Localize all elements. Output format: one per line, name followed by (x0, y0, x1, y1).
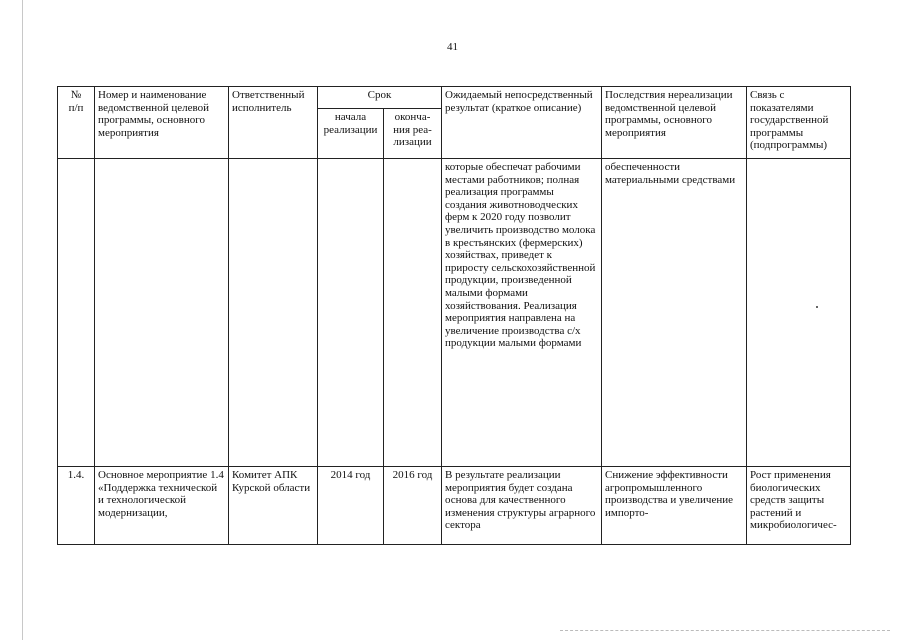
cell-name: Основное мероприятие 1.4 «Поддержка технической и технологической модернизации, (95, 467, 229, 545)
scan-speck (816, 306, 818, 308)
table-row (58, 159, 851, 467)
cell-num (58, 159, 95, 467)
page-number: 41 (447, 41, 458, 53)
cell-executor (229, 159, 318, 467)
program-table (57, 86, 851, 545)
cell-link: Рост применения биологических средств защиты растений и микробиологичес- (747, 467, 851, 545)
header-link: Связь с показателями государственной программы (подпрограммы) (747, 87, 851, 159)
header-executor: Ответственный исполнитель (229, 87, 318, 159)
header-term: Срок (318, 87, 442, 109)
table-row (58, 467, 851, 545)
cell-consequences: Снижение эффективности агропромышленного производства и увеличение импорто- (602, 467, 747, 545)
header-term-end: оконча- ния реа- лизации (384, 109, 442, 159)
cell-end (384, 159, 442, 467)
cell-link (747, 159, 851, 467)
scan-footer-noise (560, 630, 890, 632)
cell-num: 1.4. (58, 467, 95, 545)
cell-result: которые обеспечат рабочими местами работников; полная реализация программы создания животноводческих ферм к 2020 году позволит увеличить производство молока в крестьянских (фермерских) хозяйствах, приведет к приросту сельскохозяйственной продукции, произведенной малыми формами хозяйствования. Реализация мероприятия направлена на увеличение производства с/х продукции малыми формами (442, 159, 602, 467)
header-row (58, 87, 851, 109)
page-left-edge (22, 0, 23, 640)
header-result: Ожидаемый непосредственный результат (краткое описание) (442, 87, 602, 159)
cell-start (318, 159, 384, 467)
cell-executor: Комитет АПК Курской области (229, 467, 318, 545)
header-num: № п/п (58, 87, 95, 159)
cell-result: В результате реализации мероприятия будет создана основа для качественного изменения структуры аграрного сектора (442, 467, 602, 545)
cell-name (95, 159, 229, 467)
cell-consequences: обеспеченности материальными средствами (602, 159, 747, 467)
header-term-start: начала реализации (318, 109, 384, 159)
cell-end: 2016 год (384, 467, 442, 545)
header-name: Номер и наименование ведомственной целевой программы, основного мероприятия (95, 87, 229, 159)
header-consequences: Последствия нереализации ведомственной целевой программы, основного мероприятия (602, 87, 747, 159)
cell-start: 2014 год (318, 467, 384, 545)
